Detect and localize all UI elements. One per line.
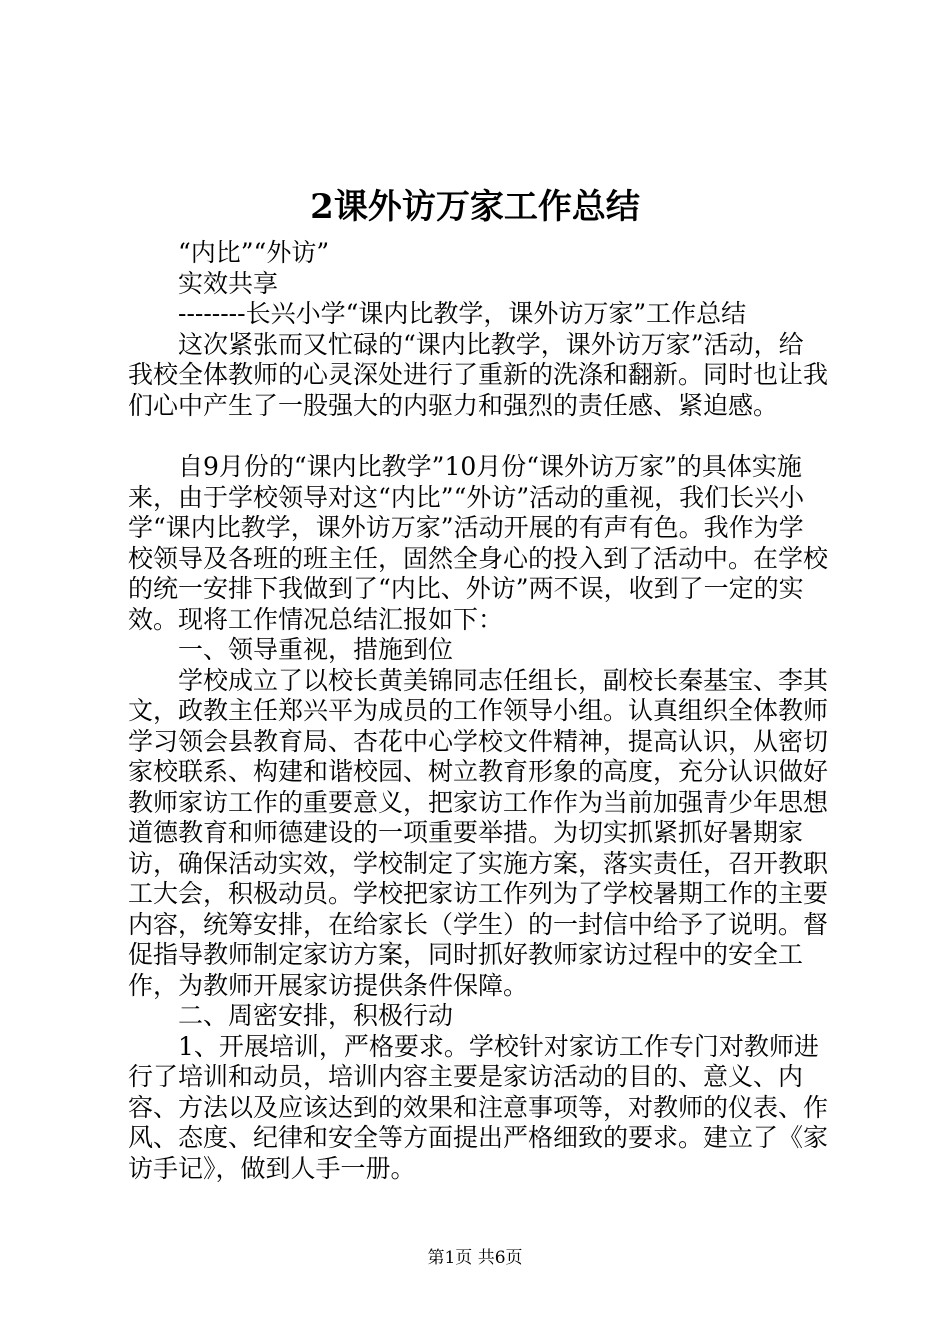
paragraph: 自9月份的“课内比教学”10月份“课外访万家”的具体实施来，由于学校领导对这“内比”“外访”活动的重视，我们长兴小学“课内比教学，课外访万家”活动开展的有声有色。我作为学校领导及各班的班主任，固然全身心的投入到了活动中。在学校的统一安排下我做到了“内比、外访”两不误，收到了一定的实效。现将工作情况总结汇报如下： bbox=[128, 452, 829, 634]
page-footer: 第1页 共6页 bbox=[427, 1248, 523, 1268]
subtitle-line: “内比”“外访” bbox=[178, 238, 330, 267]
document-title: 2课外访万家工作总结 bbox=[310, 187, 640, 227]
document-body bbox=[128, 238, 828, 1184]
subtitle-line: --------长兴小学“课内比教学，课外访万家”工作总结 bbox=[178, 299, 747, 328]
paragraph-gap bbox=[128, 421, 828, 452]
section-heading: 二、周密安排，积极行动 bbox=[178, 1001, 454, 1030]
subtitle-line: 实效共享 bbox=[178, 268, 279, 298]
paragraph: 这次紧张而又忙碌的“课内比教学，课外访万家”活动，给我校全体教师的心灵深处进行了重新的洗涤和翻新。同时也让我们心中产生了一股强大的内驱力和强烈的责任感、紧迫感。 bbox=[128, 329, 829, 420]
section-heading: 一、领导重视，措施到位 bbox=[178, 635, 454, 664]
paragraph: 学校成立了以校长黄美锦同志任组长，副校长秦基宝、李其文，政教主任郑兴平为成员的工作领导小组。认真组织全体教师学习领会县教育局、杏花中心学校文件精神，提高认识，从密切家校联系、构建和谐校园、树立教育形象的高度，充分认识做好教师家访工作的重要意义，把家访工作作为当前加强青少年思想道德教育和师德建设的一项重要举措。为切实抓紧抓好暑期家访，确保活动实效，学校制定了实施方案，落实责任，召开教职工大会，积极动员。学校把家访工作列为了学校暑期工作的主要内容，统筹安排，在给家长（学生）的一封信中给予了说明。督促指导教师制定家访方案，同时抓好教师家访过程中的安全工作，为教师开展家访提供条件保障。 bbox=[128, 665, 829, 1000]
paragraph: 1、开展培训，严格要求。学校针对家访工作专门对教师进行了培训和动员，培训内容主要是家访活动的目的、意义、内容、方法以及应该达到的效果和注意事项等，对教师的仪表、作风、态度、纪律和安全等方面提出严格细致的要求。建立了《家访手记》，做到人手一册。 bbox=[128, 1031, 829, 1183]
